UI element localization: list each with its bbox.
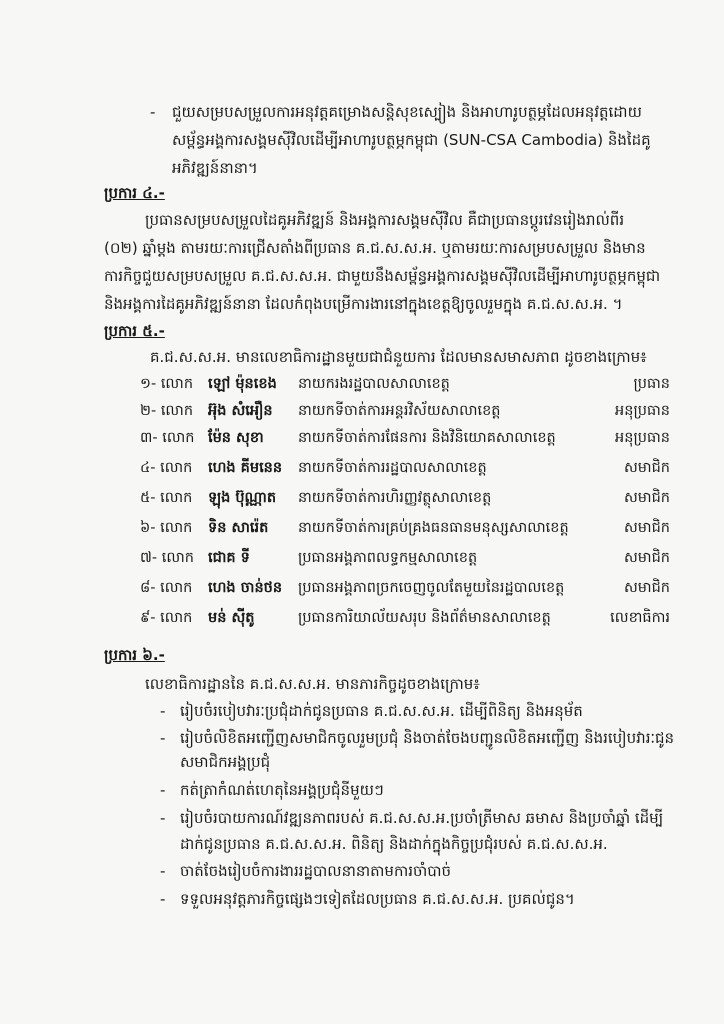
intro-bullet-line-1: ជួយសម្របសម្រួលការអនុវត្តគម្រោងសន្តិសុខស្បៀង និងអាហារូបត្ថម្ភដែលអនុវត្តដោយ <box>172 103 642 121</box>
article-6-intro: លេខាធិការដ្ឋាននៃ គ.ជ.ស.ស.អ. មានភារកិច្ចដូចខាងក្រោម៖ <box>145 675 480 693</box>
article-4-line-4: និងអង្គការដៃគូអភិវឌ្ឍន៍នានា ដែលកំពុងបម្រើការងារនៅក្នុងខេត្តឱ្យចូលរួមក្នុង គ.ជ.ស.ស.អ. ។ <box>104 295 623 313</box>
member-position: នាយកទីចាត់ការអន្តរវិស័យសាលាខេត្ត <box>298 403 501 419</box>
member-number: ៩- លោក <box>140 610 193 626</box>
member-role: អនុប្រធាន <box>615 403 670 419</box>
intro-bullet-line-2: សម្ព័ន្ធអង្គការសង្គមស៊ីវិលដើម្បីអាហារូបត្ថម្ភកម្ពុជា (SUN-CSA Cambodia) និងដៃគូ <box>172 131 651 149</box>
duty-item-continuation: ដាក់ជូនប្រធាន គ.ជ.ស.ស.អ. ពិនិត្យ និងដាក់ក្នុងកិច្ចប្រជុំរបស់ គ.ជ.ស.ស.អ. <box>180 835 608 853</box>
member-position: នាយកទីចាត់ការហិរញ្ញវត្ថុសាលាខេត្ត <box>298 490 492 506</box>
duty-item: ចាត់ចែងរៀបចំការងាររដ្ឋបាលនានាតាមការចាំបាច់ <box>180 862 452 880</box>
duty-item: ទទួលអនុវត្តភារកិច្ចផ្សេងៗទៀតដែលប្រធាន គ.ជ.ស.ស.អ. ប្រគល់ជូន។ <box>180 890 575 908</box>
member-role: លេខាធិការ <box>610 610 670 626</box>
member-row <box>140 546 670 570</box>
member-number: ១- លោក <box>140 376 194 392</box>
member-name: អ៊ុង សំអឿន <box>208 403 273 419</box>
bullet-mark: - <box>160 729 166 747</box>
member-number: ៨- លោក <box>140 580 193 596</box>
member-row <box>140 372 670 396</box>
intro-bullet-line-3: អភិវឌ្ឍន៍នានា។ <box>172 159 258 177</box>
bullet-mark: - <box>160 702 166 720</box>
member-number: ៦- លោក <box>140 520 193 536</box>
article-6-heading: ប្រការ ៦.- <box>104 646 165 664</box>
member-row <box>140 576 670 600</box>
bullet-mark: - <box>160 809 166 827</box>
member-position: ប្រធានការិយាល័យសរុប និងព័ត៌មានសាលាខេត្ត <box>298 610 551 626</box>
member-position: នាយកទីចាត់ការរដ្ឋបាលសាលាខេត្ត <box>298 460 487 476</box>
bullet-mark: - <box>150 103 156 121</box>
article-4-line-1: ប្រធានសម្របសម្រួលដៃគូអភិវឌ្ឍន៍ និងអង្គការសង្គមស៊ីវិល គឺជាប្រធានប្តូរវេនរៀងរាល់ពីរ <box>145 211 625 229</box>
member-role: សមាជិក <box>623 460 670 476</box>
member-number: ៣- លោក <box>140 430 195 446</box>
member-role: ប្រធាន <box>633 376 670 392</box>
member-role: សមាជិក <box>623 520 670 536</box>
member-name: ឡុង ប៊ុណ្ណាត <box>208 490 277 506</box>
member-row <box>140 606 670 630</box>
bullet-mark: - <box>160 862 166 880</box>
member-number: ៧- លោក <box>140 550 194 566</box>
article-5-intro: គ.ជ.ស.ស.អ. មានលេខាធិការដ្ឋានមួយជាជំនួយការ ដែលមានសមាសភាព ដូចខាងក្រោម៖ <box>150 348 647 366</box>
member-name: ទិន សារ៉េត <box>208 520 269 536</box>
member-name: ហេង ចាន់ថន <box>208 580 283 596</box>
member-name: ឡៅ ម៉ុនខេង <box>208 376 277 392</box>
member-number: ៤- លោក <box>140 460 193 476</box>
member-role: សមាជិក <box>623 490 670 506</box>
duty-item: រៀបចំរបាយការណ៍វឌ្ឍនភាពរបស់ គ.ជ.ស.ស.អ.ប្រចាំត្រីមាស ឆមាស និងប្រចាំឆ្នាំ ដើម្បី <box>180 809 664 827</box>
member-row <box>140 399 670 423</box>
member-row <box>140 456 670 480</box>
article-4-line-3: ការកិច្ចជួយសម្របសម្រួល គ.ជ.ស.ស.អ. ជាមួយនឹងសម្ព័ន្ធអង្គការសង្គមស៊ីវិលដើម្បីអាហារូបត្ថម្ភកម្ពុជា <box>104 267 661 285</box>
member-role: សមាជិក <box>623 550 670 566</box>
member-role: សមាជិក <box>623 580 670 596</box>
duty-item: រៀបចំរបៀបវារៈប្រជុំដាក់ជូនប្រធាន គ.ជ.ស.ស.អ. ដើម្បីពិនិត្យ និងអនុម័ត <box>180 702 583 720</box>
duty-item: កត់ត្រាកំណត់ហេតុនៃអង្គប្រជុំនីមួយៗ <box>180 781 384 799</box>
member-name: ជោគ ទី <box>208 550 250 566</box>
member-row <box>140 426 670 450</box>
article-4-line-2: (០២) ឆ្នាំម្តង តាមរយៈការជ្រើសតាំងពីប្រធាន គ.ជ.ស.ស.អ. ឬតាមរយៈការសម្របសម្រួល និងមាន <box>104 239 646 257</box>
member-row <box>140 486 670 510</box>
member-name: មន់ ស៊ីតូ <box>208 610 255 626</box>
bullet-mark: - <box>160 781 166 799</box>
member-position: ប្រធានអង្គភាពលទ្ធកម្មសាលាខេត្ត <box>298 550 478 566</box>
member-row <box>140 516 670 540</box>
member-number: ៥- លោក <box>140 490 193 506</box>
member-position: នាយករងរដ្ឋបាលសាលាខេត្ត <box>298 376 450 392</box>
member-position: ប្រធានអង្គភាពច្រកចេញចូលតែមួយនៃរដ្ឋបាលខេត្ត <box>298 580 565 596</box>
duty-item-continuation: សមាជិកអង្គប្រជុំ <box>180 753 271 771</box>
bullet-mark: - <box>160 890 166 908</box>
member-name: ម៉ែន សុខា <box>208 430 264 446</box>
member-number: ២- លោក <box>140 403 194 419</box>
member-role: អនុប្រធាន <box>615 430 670 446</box>
article-4-heading: ប្រការ ៤.- <box>104 184 165 202</box>
duty-item: រៀបចំលិខិតអញ្ជើញសមាជិកចូលរួមប្រជុំ និងចាត់ចែងបញ្ជូនលិខិតអញ្ជើញ និងរបៀបវារៈជូន <box>180 729 675 747</box>
member-position: នាយកទីចាត់ការគ្រប់គ្រងធនធានមនុស្សសាលាខេត្ត <box>298 520 569 536</box>
member-name: ហេង គីមនេន <box>208 460 283 476</box>
article-5-heading: ប្រការ ៥.- <box>104 322 165 340</box>
member-position: នាយកទីចាត់ការផែនការ និងវិនិយោគសាលាខេត្ត <box>298 430 556 446</box>
